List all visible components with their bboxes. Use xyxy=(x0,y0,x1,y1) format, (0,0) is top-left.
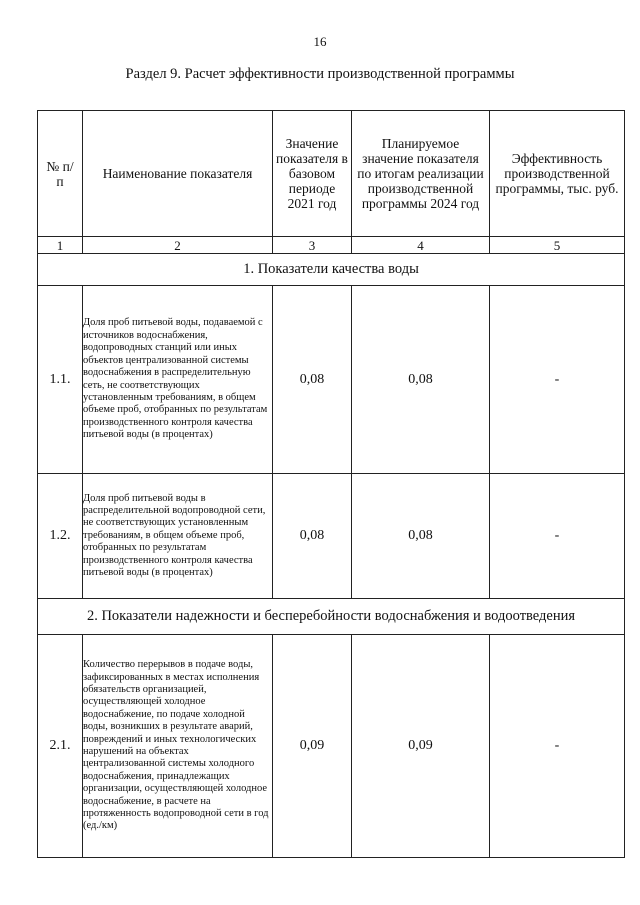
row-number: 2.1. xyxy=(38,635,83,858)
column-number-row xyxy=(38,237,625,254)
row-effect: - xyxy=(490,286,625,474)
row-name: Количество перерывов в подаче воды, зафиксированных в местах исполнения обязательств организацией, осуществляющей холодное водоснабжение, по подаче холодной воды, возникших в результате аварий, повреждений и иных технологических нарушений на объектах централизованной системы холодного водоснабжения, принадлежащих организации, осуществляющей холодное водоснабжение, в расчете на протяженность водопроводной сети в год (ед./км) xyxy=(83,635,273,858)
header-effect xyxy=(490,111,625,237)
group-title: 2. Показатели надежности и бесперебойности водоснабжения и водоотведения xyxy=(38,599,625,635)
row-name: Доля проб питьевой воды в распределительной водопроводной сети, не соответствующих установленным требованиям, в общем объеме проб, отобранных по результатам производственного контроля качества питьевой воды (в процентах) xyxy=(83,474,273,599)
table-row xyxy=(38,474,625,599)
row-effect: - xyxy=(490,474,625,599)
table-row xyxy=(38,635,625,858)
column-number: 1 xyxy=(38,237,83,254)
header-num xyxy=(38,111,83,237)
column-number: 4 xyxy=(352,237,490,254)
page-number: 16 xyxy=(313,34,327,49)
column-number: 3 xyxy=(273,237,352,254)
row-base-value: 0,09 xyxy=(273,635,352,858)
efficiency-table xyxy=(37,110,625,858)
row-base-value: 0,08 xyxy=(273,286,352,474)
header-base-text: Значение показателя в базовом периоде 2021 год xyxy=(276,136,348,211)
header-plan-text: Планируемое значение показателя по итогам реализации производственной программы 2024 год xyxy=(357,136,484,211)
header-plan xyxy=(352,111,490,237)
group-row xyxy=(38,254,625,286)
group-title: 1. Показатели качества воды xyxy=(38,254,625,286)
group-row xyxy=(38,599,625,635)
row-name: Доля проб питьевой воды, подаваемой с источников водоснабжения, водопроводных станций или иных объектов централизованной системы водоснабжения в распределительную сеть, не соответствующих установленным требованиям, в общем объеме проб, отобранных по результатам производственного контроля качества питьевой воды (в процентах) xyxy=(83,286,273,474)
row-plan-value: 0,09 xyxy=(352,635,490,858)
table-row xyxy=(38,286,625,474)
header-effect-text: Эффективность производственной программы, тыс. руб. xyxy=(495,151,619,196)
row-number: 1.2. xyxy=(38,474,83,599)
header-name xyxy=(83,111,273,237)
row-effect: - xyxy=(490,635,625,858)
header-row xyxy=(38,111,625,237)
row-number: 1.1. xyxy=(38,286,83,474)
row-base-value: 0,08 xyxy=(273,474,352,599)
header-base xyxy=(273,111,352,237)
column-number: 5 xyxy=(490,237,625,254)
header-num-text: № п/п xyxy=(46,158,74,189)
row-plan-value: 0,08 xyxy=(352,286,490,474)
column-number: 2 xyxy=(83,237,273,254)
header-name-text: Наименование показателя xyxy=(102,166,253,181)
row-plan-value: 0,08 xyxy=(352,474,490,599)
section-title: Раздел 9. Расчет эффективности производственной программы xyxy=(125,66,515,82)
